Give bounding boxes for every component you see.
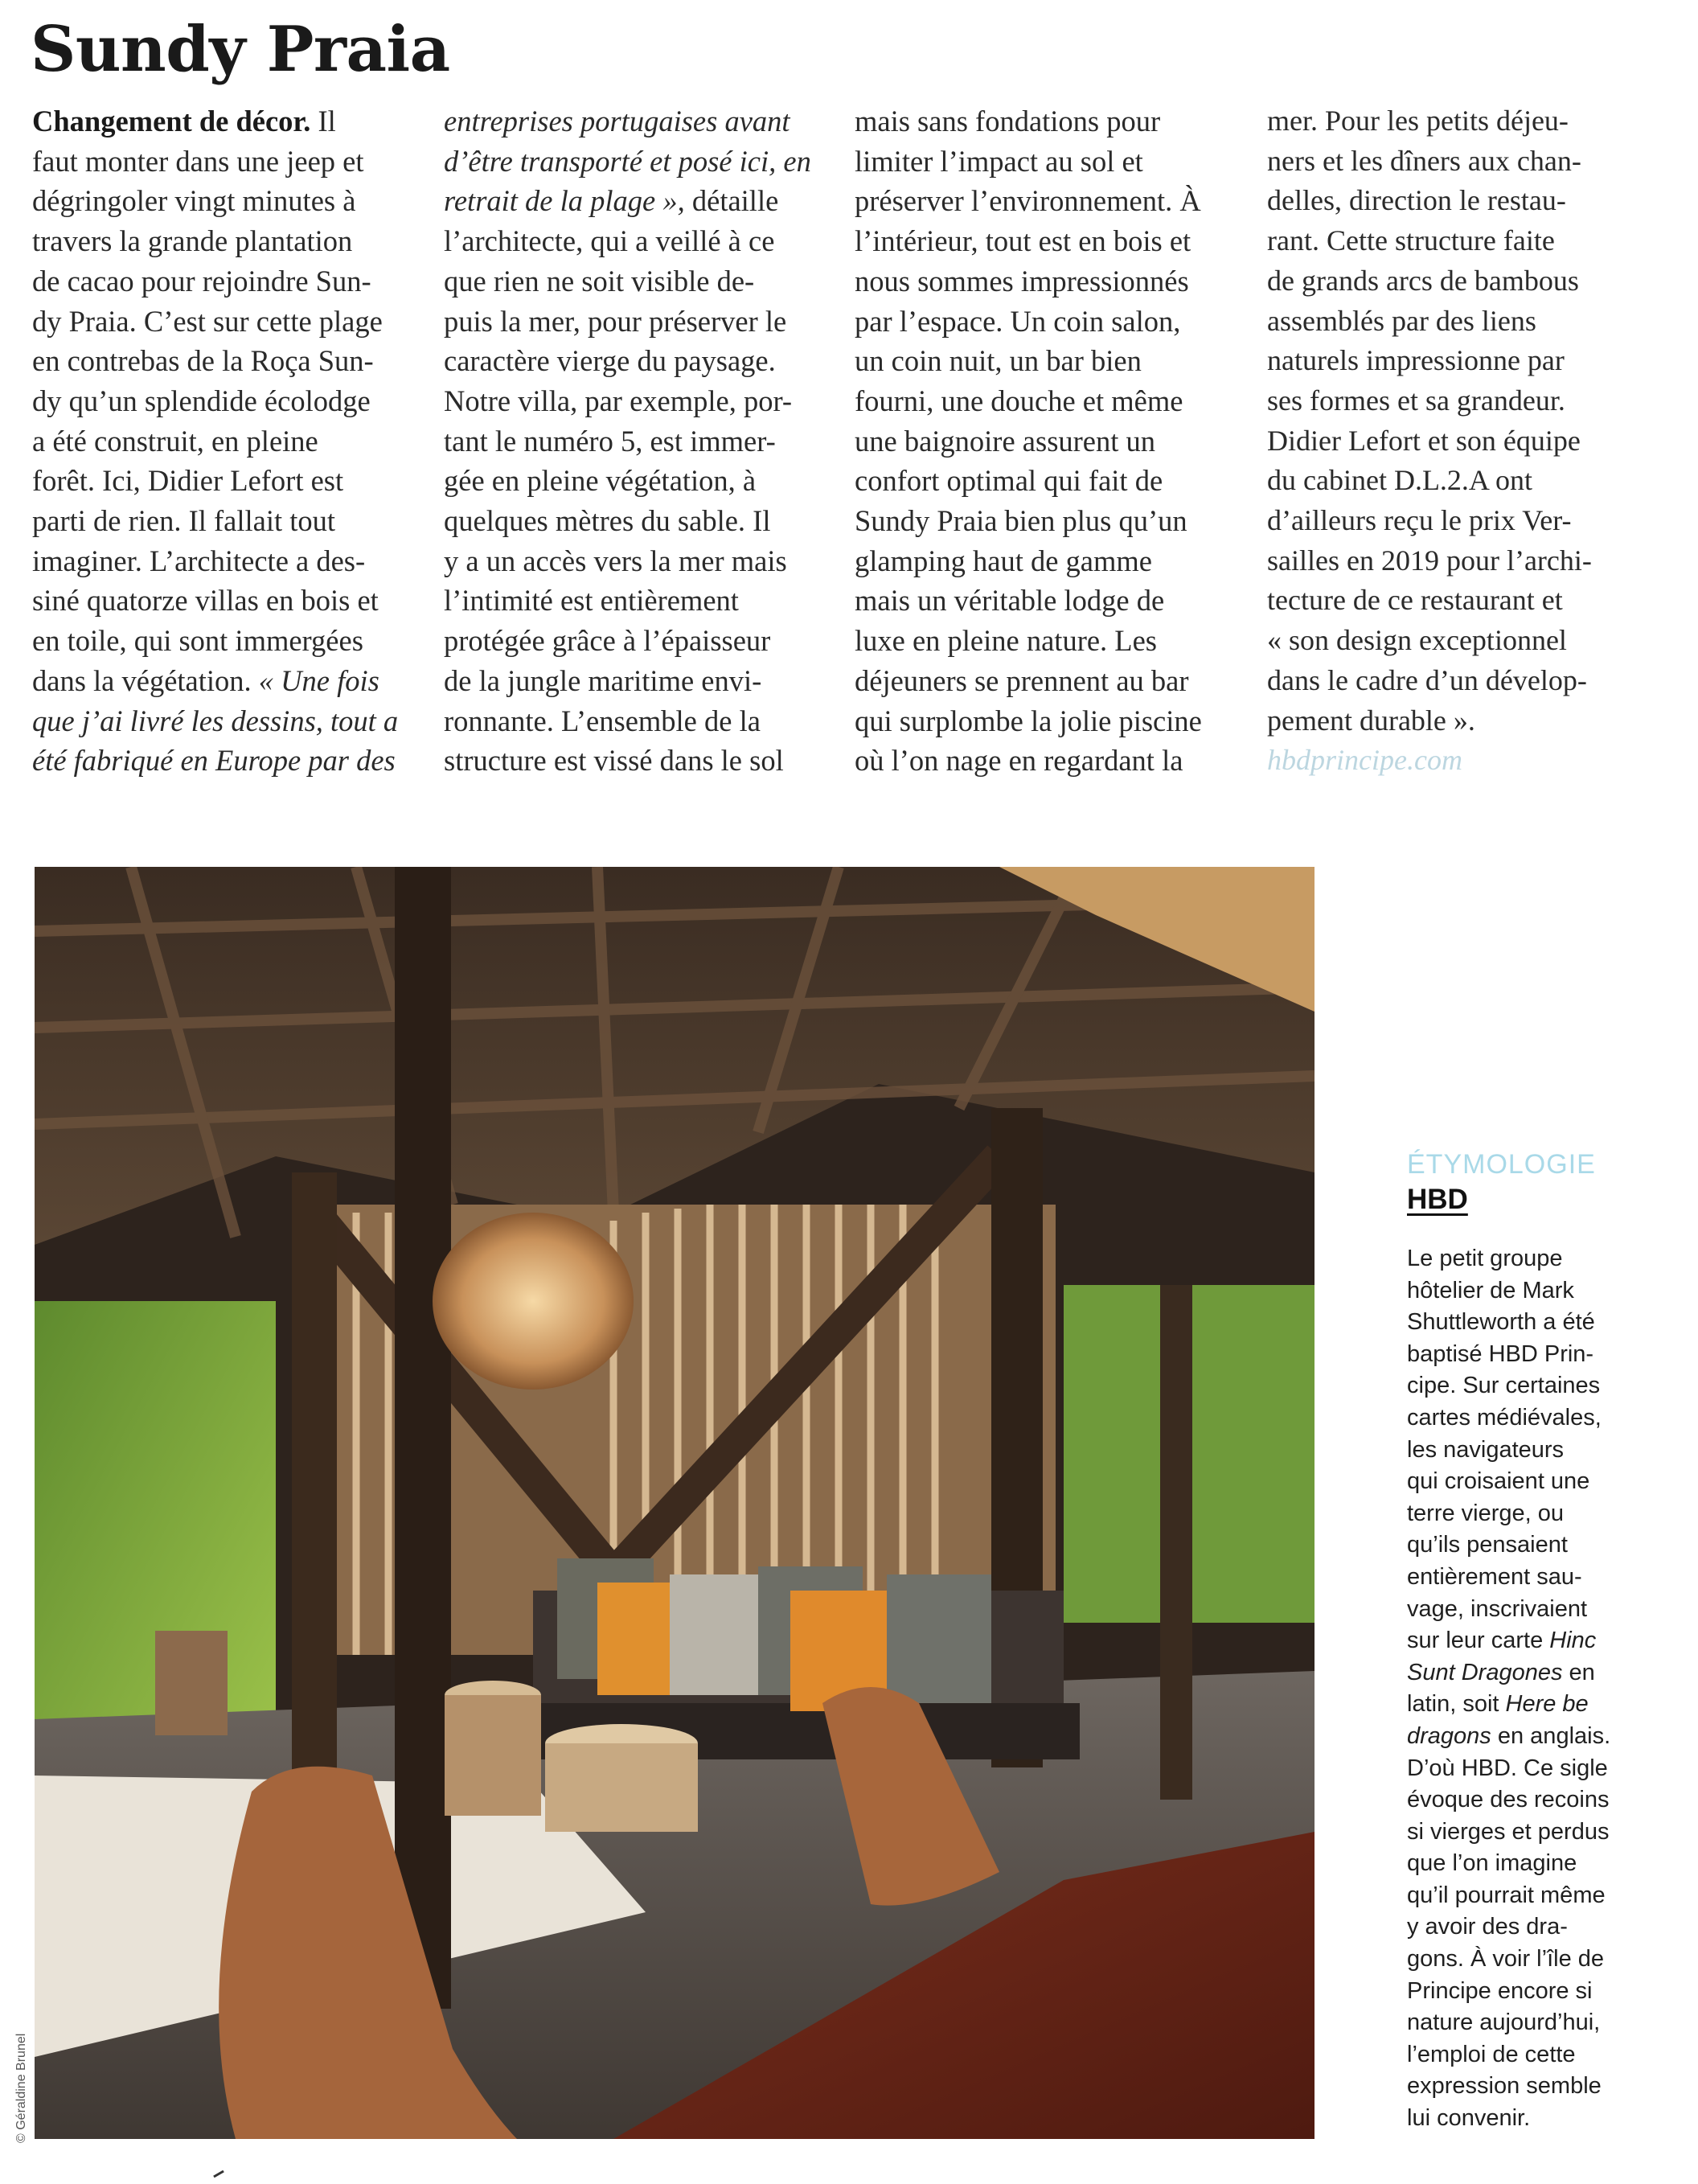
text-line xyxy=(444,701,814,741)
text-line xyxy=(1407,2103,1680,2135)
text-run: en contrebas de la Roça Sun- xyxy=(32,344,374,378)
text-run: rant. Cette structure faite xyxy=(1267,224,1555,257)
text-run: dans la végétation. xyxy=(32,663,259,697)
text-line xyxy=(32,501,402,541)
text-line xyxy=(444,461,814,501)
text-run: delles, direction le restau- xyxy=(1267,184,1566,217)
text-run: glamping haut de gamme xyxy=(855,544,1152,577)
text-column-1 xyxy=(32,101,402,781)
text-line xyxy=(1407,2007,1680,2039)
text-line xyxy=(855,381,1224,421)
text-run: par l’espace. Un coin salon, xyxy=(855,304,1181,338)
text-run: ronnante. L’ensemble de la xyxy=(444,704,761,737)
text-line xyxy=(32,221,402,261)
text-run: de grands arcs de bambous xyxy=(1267,264,1579,297)
text-line xyxy=(32,101,402,142)
text-line xyxy=(1267,421,1637,462)
text-run: y avoir des dra- xyxy=(1407,1914,1568,1940)
text-run: sur leur carte xyxy=(1407,1628,1550,1654)
text-line xyxy=(1407,1911,1680,1944)
text-run: tant le numéro 5, est immer- xyxy=(444,424,776,458)
etymology-sidebar xyxy=(1407,1148,1680,2135)
text-line xyxy=(855,142,1224,182)
text-run: que l’on imagine xyxy=(1407,1850,1577,1877)
text-column-3 xyxy=(855,101,1224,781)
text-run: naturels impressionne par xyxy=(1267,344,1565,377)
text-line xyxy=(444,381,814,421)
text-run: ses formes et sa grandeur. xyxy=(1267,384,1565,417)
text-run: Sunt Dragones xyxy=(1407,1659,1563,1685)
text-run: parti de rien. Il fallait tout xyxy=(32,504,336,538)
text-line xyxy=(32,701,402,741)
text-run: qu’il pourrait même xyxy=(1407,1882,1606,1908)
text-run: l’intimité est entièrement xyxy=(444,584,739,618)
text-run: quelques mètres du sable. Il xyxy=(444,504,771,538)
text-line xyxy=(855,261,1224,302)
text-line xyxy=(855,701,1224,741)
text-line xyxy=(1407,1880,1680,1912)
text-line xyxy=(32,581,402,621)
text-run: sailles en 2019 pour l’archi- xyxy=(1267,544,1592,577)
text-run: « son design exceptionnel xyxy=(1267,624,1567,657)
text-run: entreprises portugaises avant xyxy=(444,105,790,138)
text-line xyxy=(1267,701,1637,741)
text-run: cipe. Sur certaines xyxy=(1407,1373,1601,1399)
text-line xyxy=(32,341,402,381)
text-run: qu’ils pensaient xyxy=(1407,1532,1568,1558)
text-run: déjeuners se prennent au bar xyxy=(855,663,1189,697)
text-line xyxy=(1267,621,1637,661)
text-line xyxy=(1407,1562,1680,1594)
sidebar-kicker: ÉTYMOLOGIE xyxy=(1407,1149,1596,1180)
text-line xyxy=(32,142,402,182)
text-run: du cabinet D.L.2.A ont xyxy=(1267,464,1532,497)
text-run: siné quatorze villas en bois et xyxy=(32,584,379,618)
text-line xyxy=(444,341,814,381)
text-line xyxy=(444,101,814,142)
text-run: mais sans fondations pour xyxy=(855,105,1161,138)
sidebar-heading: HBD xyxy=(1407,1184,1468,1215)
photo-credit: © Géraldine Brunel xyxy=(14,2033,28,2143)
text-line xyxy=(1407,1529,1680,1562)
text-line xyxy=(855,741,1224,781)
text-run: préserver l’environnement. À xyxy=(855,184,1201,218)
photo-illustration xyxy=(35,867,1315,2139)
text-run: l’intérieur, tout est en bois et xyxy=(855,224,1191,258)
text-line xyxy=(1407,1784,1680,1817)
text-line xyxy=(1267,101,1637,142)
text-run: retrait de la plage », xyxy=(444,184,685,218)
text-run: protégée grâce à l’épaisseur xyxy=(444,624,771,658)
text-line xyxy=(1267,581,1637,621)
text-run: Sundy Praia bien plus qu’un xyxy=(855,504,1187,538)
text-line xyxy=(1267,181,1637,221)
text-line xyxy=(32,181,402,221)
text-line xyxy=(1267,541,1637,581)
text-run: forêt. Ici, Didier Lefort est xyxy=(32,464,344,498)
text-run: « Une fois xyxy=(258,663,379,697)
text-run: Here be xyxy=(1505,1691,1589,1718)
text-run: de la jungle maritime envi- xyxy=(444,663,762,697)
text-run: Didier Lefort et son équipe xyxy=(1267,424,1581,457)
text-line xyxy=(1407,1435,1680,1467)
sidebar-body xyxy=(1407,1243,1680,2135)
text-run: assemblés par des liens xyxy=(1267,304,1536,337)
text-line xyxy=(1267,302,1637,342)
text-run: gons. À voir l’île de xyxy=(1407,1946,1605,1973)
text-run: dy qu’un splendide écolodge xyxy=(32,384,371,417)
text-run: y a un accès vers la mer mais xyxy=(444,544,787,577)
text-line xyxy=(1407,1275,1680,1308)
text-line xyxy=(444,142,814,182)
text-line xyxy=(855,221,1224,261)
text-line xyxy=(444,541,814,581)
text-line xyxy=(855,421,1224,462)
text-line xyxy=(1407,1976,1680,2008)
article-title: Sundy Praia xyxy=(31,13,450,86)
text-line xyxy=(855,341,1224,381)
text-run: d’être transporté et posé ici, en xyxy=(444,144,811,178)
text-line xyxy=(1267,341,1637,381)
text-line xyxy=(855,581,1224,621)
text-run: travers la grande plantation xyxy=(32,224,353,258)
text-run: nature aujourd’hui, xyxy=(1407,2010,1601,2036)
text-run: l’emploi de cette xyxy=(1407,2041,1576,2067)
text-run: baptisé HBD Prin- xyxy=(1407,1340,1594,1367)
text-line xyxy=(855,541,1224,581)
text-line xyxy=(1407,1657,1680,1689)
text-run: gée en pleine végétation, à xyxy=(444,464,757,498)
text-run: Principe encore si xyxy=(1407,1977,1593,2004)
text-run: en xyxy=(1562,1659,1595,1685)
text-run: si vierges et perdus xyxy=(1407,1818,1610,1845)
text-line xyxy=(1407,1721,1680,1753)
text-line xyxy=(1267,221,1637,261)
text-run: été fabriqué en Europe par des xyxy=(32,744,396,778)
text-run: en toile, qui sont immergées xyxy=(32,624,363,658)
text-run: mais un véritable lodge de xyxy=(855,584,1165,618)
text-run: qui surplombe la jolie piscine xyxy=(855,704,1202,737)
text-run: nous sommes impressionnés xyxy=(855,264,1189,298)
text-run: imaginer. L’architecte a des- xyxy=(32,544,366,577)
text-run: vage, inscrivaient xyxy=(1407,1595,1588,1622)
text-line xyxy=(1267,461,1637,501)
text-run: cartes médiévales, xyxy=(1407,1404,1602,1431)
text-line xyxy=(1407,1402,1680,1435)
text-run: tecture de ce restaurant et xyxy=(1267,584,1563,617)
text-run: que rien ne soit visible de- xyxy=(444,264,755,298)
text-run: un coin nuit, un bar bien xyxy=(855,344,1142,378)
text-run: que j’ai livré les dessins, tout a xyxy=(32,704,399,737)
text-run: expression semble xyxy=(1407,2073,1602,2100)
text-run: évoque des recoins xyxy=(1407,1787,1610,1813)
text-line xyxy=(1267,661,1637,701)
text-line xyxy=(32,302,402,342)
text-line xyxy=(1407,1689,1680,1721)
text-run: luxe en pleine nature. Les xyxy=(855,624,1157,658)
text-line xyxy=(855,101,1224,142)
text-run: terre vierge, ou xyxy=(1407,1500,1565,1526)
text-line xyxy=(1267,741,1637,781)
text-run: l’architecte, qui a veillé à ce xyxy=(444,224,775,258)
text-run: structure est vissé dans le sol xyxy=(444,744,784,778)
text-line xyxy=(444,181,814,221)
text-line xyxy=(32,421,402,462)
text-run: détaille xyxy=(684,184,779,218)
text-run: Shuttleworth a été xyxy=(1407,1309,1595,1336)
lodge-interior-photo xyxy=(35,867,1315,2139)
text-line xyxy=(444,581,814,621)
text-line xyxy=(1407,1753,1680,1785)
text-line xyxy=(1267,381,1637,421)
text-run: caractère vierge du paysage. xyxy=(444,344,776,378)
text-run: les navigateurs xyxy=(1407,1436,1565,1463)
text-line xyxy=(444,302,814,342)
text-line xyxy=(1407,2039,1680,2071)
text-run: Le petit groupe xyxy=(1407,1246,1563,1271)
text-line xyxy=(855,181,1224,221)
text-run: confort optimal qui fait de xyxy=(855,464,1163,498)
text-line xyxy=(32,741,402,781)
text-line xyxy=(1407,1307,1680,1339)
text-run: pement durable ». xyxy=(1267,704,1475,737)
text-line xyxy=(855,302,1224,342)
text-run: dy Praia. C’est sur cette plage xyxy=(32,304,383,338)
text-run: dragons xyxy=(1407,1722,1491,1749)
text-line xyxy=(1267,501,1637,541)
text-run: hbdprincipe.com xyxy=(1267,744,1462,777)
text-line xyxy=(444,621,814,661)
text-line xyxy=(444,221,814,261)
text-line xyxy=(1407,1370,1680,1402)
text-run: où l’on nage en regardant la xyxy=(855,744,1183,778)
text-line xyxy=(855,661,1224,701)
text-run: dans le cadre d’un dévelop- xyxy=(1267,663,1587,696)
text-run: a été construit, en pleine xyxy=(32,424,318,458)
text-line xyxy=(855,621,1224,661)
text-line xyxy=(32,261,402,302)
text-line xyxy=(1407,1339,1680,1371)
text-run: mer. Pour les petits déjeu- xyxy=(1267,105,1569,137)
text-line xyxy=(444,421,814,462)
text-run: entièrement sau- xyxy=(1407,1563,1582,1590)
text-line xyxy=(1407,1848,1680,1880)
text-run: ners et les dîners aux chan- xyxy=(1267,144,1581,177)
text-run: d’ailleurs reçu le prix Ver- xyxy=(1267,504,1572,537)
text-run: lui convenir. xyxy=(1407,2105,1531,2132)
text-line xyxy=(444,501,814,541)
text-line xyxy=(855,501,1224,541)
text-line xyxy=(444,741,814,781)
text-run: latin, soit xyxy=(1407,1691,1506,1718)
text-line xyxy=(444,261,814,302)
text-line xyxy=(1407,1625,1680,1657)
text-run: limiter l’impact au sol et xyxy=(855,144,1143,178)
text-run: hôtelier de Mark xyxy=(1407,1277,1574,1303)
text-line xyxy=(1407,2071,1680,2103)
text-line xyxy=(1267,261,1637,302)
text-line xyxy=(1407,1817,1680,1849)
text-line xyxy=(1407,1944,1680,1976)
text-line xyxy=(1407,1498,1680,1530)
text-line xyxy=(855,461,1224,501)
text-line xyxy=(1407,1466,1680,1498)
text-run: fourni, une douche et même xyxy=(855,384,1183,417)
text-run: dégringoler vingt minutes à xyxy=(32,184,356,218)
page-mark xyxy=(213,2170,224,2178)
text-line xyxy=(1267,142,1637,182)
text-run: en anglais. xyxy=(1491,1722,1611,1749)
text-line xyxy=(1407,1243,1680,1275)
text-run: faut monter dans une jeep et xyxy=(32,144,364,178)
text-line xyxy=(32,381,402,421)
text-run: de cacao pour rejoindre Sun- xyxy=(32,264,371,298)
text-run: puis la mer, pour préserver le xyxy=(444,304,787,338)
text-line xyxy=(444,661,814,701)
text-line xyxy=(32,621,402,661)
text-run: une baignoire assurent un xyxy=(855,424,1156,458)
text-line xyxy=(32,661,402,701)
text-column-2 xyxy=(444,101,814,781)
text-run: Changement de décor. xyxy=(32,105,311,138)
text-run: Notre villa, par exemple, por- xyxy=(444,384,793,417)
text-line xyxy=(32,461,402,501)
text-line xyxy=(32,541,402,581)
text-run: qui croisaient une xyxy=(1407,1468,1590,1495)
text-run: Hinc xyxy=(1549,1628,1597,1654)
text-run: D’où HBD. Ce sigle xyxy=(1407,1755,1608,1781)
text-column-4 xyxy=(1267,101,1637,781)
text-run: Il xyxy=(310,105,336,138)
text-line xyxy=(1407,1594,1680,1626)
